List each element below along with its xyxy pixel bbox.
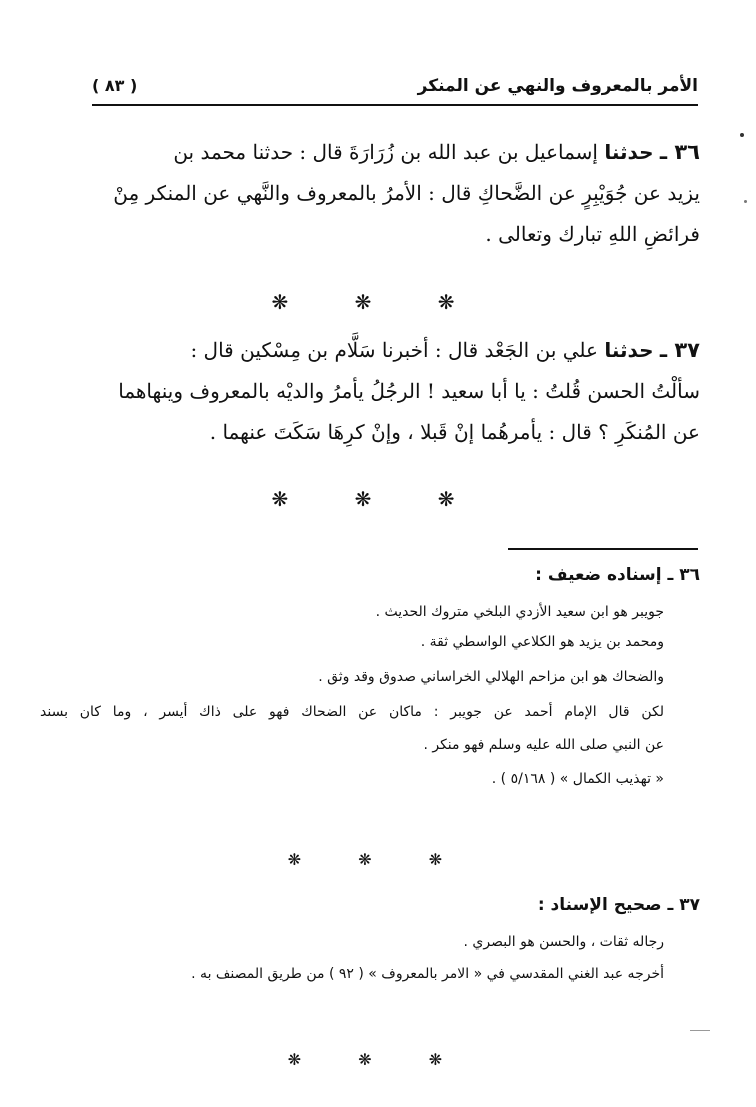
note-36-heading: ٣٦ ـ إسناده ضعيف :	[535, 565, 700, 585]
running-header	[92, 74, 698, 102]
note-36-line: والضحاك هو ابن مزاحم الهلالي الخراساني صدوق وقد وثق .	[318, 669, 664, 685]
hadith-36-text-1: إسماعيل بن عبد الله بن زُرَارَةَ قال : حدثنا محمد بن	[173, 140, 598, 164]
hadith-36	[60, 132, 700, 255]
hadith-36-lead: حدثنا	[604, 140, 654, 164]
hadith-37-line-2: سألْتُ الحسن قُلتُ : يا أبا سعيد ! الرجُلُ يأمرُ والديْه بالمعروف وينهاهما	[118, 379, 700, 403]
hadith-37-lead: حدثنا	[604, 338, 654, 362]
hadith-36-line-1	[60, 132, 700, 173]
scan-speck	[690, 1030, 710, 1031]
hadith-37	[60, 330, 700, 453]
note-36-line: ومحمد بن يزيد هو الكلاعي الواسطي ثقة .	[420, 634, 664, 650]
scan-speck	[740, 133, 744, 137]
hadith-36-number: ٣٦ ـ	[659, 140, 700, 164]
footnote-rule	[508, 548, 698, 550]
hadith-37-text-1: علي بن الجَعْد قال : أخبرنا سَلَّام بن مِسْكين قال :	[190, 338, 598, 362]
section-separator: ❋ ❋ ❋	[271, 290, 485, 314]
hadith-36-line-2: يزيد عن جُوَيْبِرٍ عن الضَّحاكِ قال : الأمرُ بالمعروف والنَّهي عن المنكر مِنْ	[113, 181, 700, 205]
section-separator: ❋ ❋ ❋	[271, 487, 485, 511]
note-36-line: لكن قال الإمام أحمد عن جويبر : ماكان عن الضحاك فهو على ذاك أيسر ، وما كان بسند	[40, 704, 664, 720]
hadith-37-number: ٣٧ ـ	[659, 338, 700, 362]
hadith-37-line-1	[60, 330, 700, 371]
scan-speck	[744, 200, 747, 203]
header-title: الأمر بالمعروف والنهي عن المنكر	[417, 76, 698, 96]
header-rule	[92, 104, 698, 106]
note-37-line: أخرجه عبد الغني المقدسي في « الامر بالمعروف » ( ٩٢ ) من طريق المصنف به .	[191, 966, 664, 982]
section-separator: ❋ ❋ ❋	[287, 1050, 469, 1069]
note-36-line: جويبر هو ابن سعيد الأزدي البلخي متروك الحديث .	[375, 604, 664, 620]
note-36-line: عن النبي صلى الله عليه وسلم فهو منكر .	[423, 737, 664, 753]
hadith-36-line-3: فرائضِ اللهِ تبارك وتعالى .	[485, 222, 700, 246]
hadith-37-line-3: عن المُنكَرِ ؟ قال : يأمرهُما إنْ قَبلا ، وإنْ كرِهَا سَكَتَ عنهما .	[209, 420, 700, 444]
note-36-citation: « تهذيب الكمال » ( ٥/١٦٨ ) .	[491, 771, 664, 787]
page-number: ( ٨٣ )	[92, 76, 138, 95]
note-37-heading: ٣٧ ـ صحيح الإسناد :	[537, 895, 700, 915]
note-37-line: رجاله ثقات ، والحسن هو البصري .	[463, 934, 664, 950]
section-separator: ❋ ❋ ❋	[287, 850, 469, 869]
